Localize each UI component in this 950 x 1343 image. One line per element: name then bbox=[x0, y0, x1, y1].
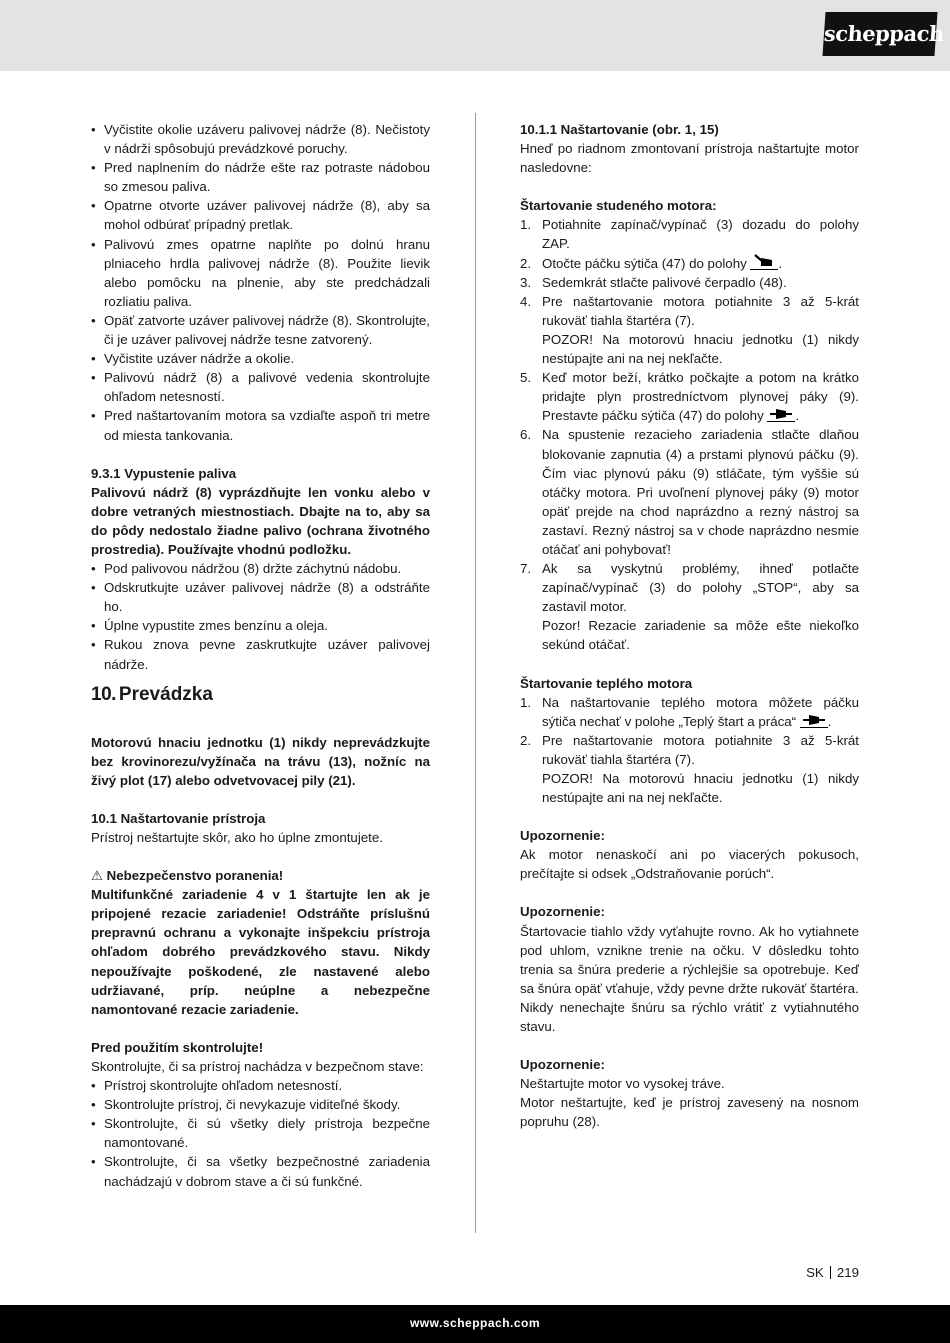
list-item: • Vyčistite okolie uzáveru palivovej nádrže (8). Nečistoty v nádrži spôsobujú prevádzkové poruchy. bbox=[91, 120, 430, 158]
list-item: • Pred naštartovaním motora sa vzdiaľte aspoň tri metre od miesta tankovania. bbox=[91, 406, 430, 444]
list-item: • Palivovú zmes opatrne naplňte po dolnú hranu plniaceho hrdla palivovej nádrže (8). Použite lievik alebo pomôcku na plnenie, aby ste predchádzali rozliatiu paliva. bbox=[91, 235, 430, 311]
chapter-heading bbox=[91, 682, 430, 714]
cold-start-heading: Štartovanie studeného motora: bbox=[520, 198, 717, 214]
note-text: Nikdy nenechajte šnúru sa rýchlo vrátiť z vytiahnutého stavu. bbox=[520, 999, 859, 1035]
list-item: • Skontrolujte, či sa všetky bezpečnostné zariadenia nachádzajú v dobrom stave a či sú funkčné. bbox=[91, 1152, 430, 1190]
left-column bbox=[91, 120, 430, 1191]
section-text: Prístroj neštartujte skôr, ako ho úplne zmontujete. bbox=[91, 830, 383, 845]
page-number bbox=[806, 1265, 859, 1280]
list-item bbox=[520, 254, 859, 273]
column-divider bbox=[475, 113, 476, 1233]
warning-heading bbox=[91, 866, 430, 885]
chapter-title: Prevádzka bbox=[118, 683, 213, 705]
check-heading: Pred použitím skontrolujte! bbox=[91, 1039, 264, 1055]
list-item: • Opäť zatvorte uzáver palivovej nádrže (8). Skontrolujte, či je uzáver palivovej nádrže tesne zatvorený. bbox=[91, 311, 430, 349]
choke-closed-icon bbox=[750, 255, 778, 270]
note-heading: Upozornenie: bbox=[520, 904, 605, 920]
page-number-separator bbox=[830, 1266, 831, 1279]
note-heading: Upozornenie: bbox=[520, 828, 605, 844]
note-text: Motor neštartujte, keď je prístroj zavesený na nosnom popruhu (28). bbox=[520, 1095, 859, 1130]
page-header bbox=[0, 0, 950, 71]
section-text: Hneď po riadnom zmontovaní prístroja naštartujte motor nasledovne: bbox=[520, 141, 859, 176]
step-text: Pre naštartovanie motora potiahnite 3 až 5-krát rukoväť tiahla štartéra (7). bbox=[542, 293, 859, 328]
check-bullet-list bbox=[91, 1076, 430, 1191]
warm-start-heading: Štartovanie teplého motora bbox=[520, 675, 693, 691]
list-item bbox=[520, 368, 859, 425]
step-note: POZOR! Na motorovú hnaciu jednotku (1) nikdy nestúpajte ani na nej nekľačte. bbox=[542, 771, 859, 806]
step-text: Keď motor beží, krátko počkajte a potom na krátko pridajte plyn prostredníctvom plynovej páky (9). Prestavte páčku sýtiča (47) do polohy bbox=[542, 370, 859, 424]
list-item: • Odskrutkujte uzáver palivovej nádrže (8) a odstráňte ho. bbox=[91, 578, 430, 616]
step-note: Pozor! Rezacie zariadenie sa môže ešte niekoľko sekúnd otáčať. bbox=[542, 618, 859, 653]
note-text: Neštartujte motor vo vysokej tráve. bbox=[520, 1076, 725, 1092]
step-number: 2. bbox=[520, 732, 532, 748]
note-text: Ak motor nenaskočí ani po viacerých pokusoch, prečítajte si odsek „Odstraňovanie porúch“. bbox=[520, 847, 859, 882]
step-text: Ak sa vyskytnú problémy, ihneď potlačte zapínač/vypínač (3) do polohy „STOP“, aby sa zastavil motor. bbox=[542, 561, 859, 615]
step-number: 4. bbox=[520, 293, 532, 309]
step-text: Otočte páčku sýtiča (47) do polohy bbox=[542, 255, 751, 271]
step-number: 2. bbox=[520, 255, 532, 271]
page-footer bbox=[0, 1305, 950, 1343]
list-item bbox=[520, 731, 859, 807]
list-item bbox=[520, 425, 859, 559]
step-text: Sedemkrát stlačte palivové čerpadlo (48). bbox=[542, 274, 787, 290]
step-text-end: . bbox=[778, 255, 783, 271]
list-item: • Úplne vypustite zmes benzínu a oleja. bbox=[91, 616, 430, 635]
step-note: POZOR! Na motorovú hnaciu jednotku (1) nikdy nestúpajte ani na nej nekľačte. bbox=[542, 331, 859, 367]
warning-title: Nebezpečenstvo poranenia! bbox=[106, 868, 284, 884]
step-number: 7. bbox=[520, 561, 532, 577]
list-item: • Opatrne otvorte uzáver palivovej nádrže (8), aby sa mohol odbúrať prípadný pretlak. bbox=[91, 196, 430, 234]
step-number: 3. bbox=[520, 274, 532, 290]
step-text: Potiahnite zapínač/vypínač (3) dozadu do polohy ZAP. bbox=[542, 217, 859, 252]
list-item: • Pred naplnením do nádrže ešte raz potraste nádobou so zmesou paliva. bbox=[91, 158, 430, 196]
choke-open-icon bbox=[800, 713, 828, 728]
page-language: SK bbox=[806, 1265, 824, 1280]
warm-start-steps bbox=[520, 693, 859, 808]
warning-text: Multifunkčné zariadenie 4 v 1 štartujte len ak je pripojené rezacie zariadenie! Odstráňte príslušnú prepravnú ochranu a vykonajte inšpekciu prístroja ohľadom dobrého prevádzkového stavu. Nikdy nepoužívajte poškodené, zle nastavené alebo udržiavané, príp. neúplne a nebezpečne namontované rezacie zariadenie. bbox=[91, 887, 430, 1017]
page-number-value: 219 bbox=[836, 1265, 859, 1280]
check-text: Skontrolujte, či sa prístroj nachádza v bezpečnom stave: bbox=[91, 1058, 424, 1074]
step-text: Pre naštartovanie motora potiahnite 3 až 5-krát rukoväť tiahla štartéra (7). bbox=[542, 732, 859, 767]
step-text: Na naštartovanie teplého motora môžete páčku sýtiča nechať v polohe „Teplý štart a práca“ bbox=[542, 694, 859, 729]
note-text: Štartovacie tiahlo vždy vyťahujte rovno. Ak ho vytiahnete pod uhlom, vznikne trenie na očku. V dôsledku tohto trenia sa šnúra prederie a rýchlejšie sa opotrebuje. Keď sa šnúra opäť vťahuje, vždy pevne držte rukoväť štartéra. bbox=[520, 923, 859, 996]
list-item: • Prístroj skontrolujte ohľadom netesností. bbox=[91, 1076, 430, 1095]
step-number: 1. bbox=[520, 217, 532, 233]
section-heading: 10.1.1 Naštartovanie (obr. 1, 15) bbox=[520, 122, 719, 137]
note-heading: Upozornenie: bbox=[520, 1057, 605, 1073]
section-heading: 10.1 Naštartovanie prístroja bbox=[91, 810, 266, 826]
list-item bbox=[520, 292, 859, 368]
list-item: • Palivovú nádrž (8) a palivové vedenia skontrolujte ohľadom netesností. bbox=[91, 368, 430, 406]
chapter-bold-text: Motorovú hnaciu jednotku (1) nikdy neprevádzkujte bez krovinorezu/vyžínača na trávu (13), nožníc na živý plot (17) alebo odvetvovacej pily (21). bbox=[91, 734, 430, 788]
fueling-bullet-list bbox=[91, 120, 430, 445]
list-item: • Vyčistite uzáver nádrže a okolie. bbox=[91, 349, 430, 368]
drain-bullet-list bbox=[91, 559, 430, 674]
right-column bbox=[520, 120, 859, 1132]
warning-triangle-icon: ⚠ bbox=[91, 868, 103, 884]
list-item bbox=[520, 215, 859, 253]
footer-url-link[interactable]: www.scheppach.com bbox=[409, 1316, 541, 1330]
chapter-number: 10. bbox=[91, 683, 116, 705]
brand-logo: scheppach bbox=[822, 12, 937, 56]
list-item: • Pod palivovou nádržou (8) držte záchytnú nádobu. bbox=[91, 559, 430, 578]
step-number: 6. bbox=[520, 427, 532, 443]
list-item: • Skontrolujte, či sú všetky diely prístroja bezpečne namontované. bbox=[91, 1114, 430, 1152]
step-number: 5. bbox=[520, 370, 532, 386]
list-item: • Rukou znova pevne zaskrutkujte uzáver palivovej nádrže. bbox=[91, 635, 430, 673]
section-heading: 9.3.1 Vypustenie paliva bbox=[91, 465, 237, 481]
list-item: • Skontrolujte prístroj, či nevykazuje viditeľné škody. bbox=[91, 1095, 430, 1114]
list-item bbox=[520, 273, 859, 292]
section-bold-text: Palivovú nádrž (8) vyprázdňujte len vonku alebo v dobre vetraných miestnostiach. Dbajte na to, aby sa do pôdy nedostalo žiadne palivo (ochrana životného prostredia). Používajte vhodnú podložku. bbox=[91, 484, 430, 557]
step-text-end: . bbox=[795, 408, 800, 424]
cold-start-steps bbox=[520, 215, 859, 654]
step-text: Na spustenie rezacieho zariadenia stlačte dlaňou blokovanie zapnutia (4) a prstami plynovú páčku (9). Čím viac plynovú páku (9) stláčate, tým vyššie sú otáčky motora. Pri uvoľnení plynovej páky (9) motor opäť prejde na chod naprázdno a rezný nástroj sa zastaví. Rezný nástroj sa v chode naprázdno nesmie otáčať ani pohybovať! bbox=[542, 427, 859, 557]
step-number: 1. bbox=[520, 694, 532, 710]
choke-open-icon bbox=[767, 407, 795, 422]
list-item bbox=[520, 559, 859, 654]
list-item bbox=[520, 693, 859, 731]
step-text-end: . bbox=[827, 713, 832, 729]
